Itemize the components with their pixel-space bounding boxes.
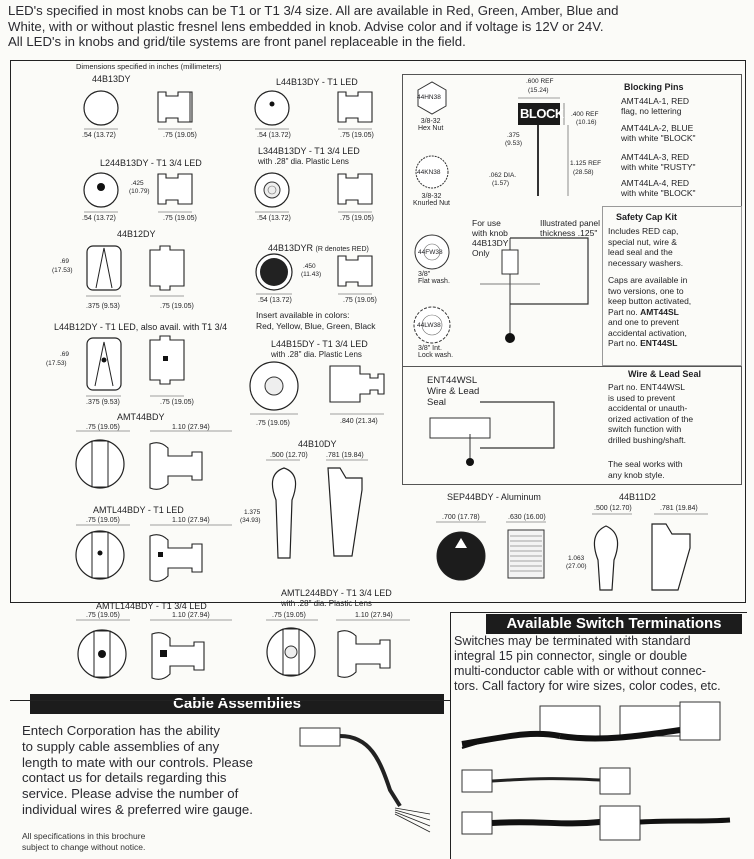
knob-L44B12DY-dim-h2: (17.53): [46, 360, 67, 367]
intro-paragraph: LED's specified in most knobs can be T1 or T1 3/4 size. All are available in Red, Green, Amber, Blue and White, with or without plastic fresnel lens embedded in knob. Advise color and if voltage is 12V or 24V. All LED's in knobs and grid/tile systems are front panel replaceable in the field.: [8, 3, 619, 49]
knob-AMTL44BDY-dim-b: 1.10 (27.94): [172, 517, 210, 524]
knob-L44B15DY-title: L44B15DY - T1 3/4 LED: [271, 339, 368, 349]
knob-AMTL244BDY-dim-b: 1.10 (27.94): [355, 612, 393, 619]
knob-44B13DYR-dim-b: .75 (19.05): [343, 297, 377, 304]
knob-AMTL244BDY-dim-a: .75 (19.05): [272, 612, 306, 619]
knob-AMTL244BDY-title2: with .28" dia. Plastic Lens: [281, 599, 372, 608]
safety-cap-desc: Includes RED cap, special nut, wire & lead seal and the necessary washers.: [608, 226, 684, 268]
knob-L44B13DY-dim-a: .54 (13.72): [257, 132, 291, 139]
pin-ref-4: 1.125 REF: [570, 160, 602, 167]
knob-L244B13DY-dim-c2: (10.79): [129, 188, 150, 195]
knob-L344B13DY-title: L344B13DY - T1 3/4 LED: [258, 146, 360, 156]
pin-ref-1b: (15.24): [528, 87, 549, 94]
hex-nut-label: 3/8-32 Hex Nut: [418, 118, 444, 132]
knob-44B13DYR-colors-line1: Insert available in colors:: [256, 310, 350, 320]
footer-disclaimer: All specifications in this brochure subject to change without notice.: [22, 831, 146, 852]
knob-L44B12DY-title: L44B12DY - T1 LED, also avail. with T1 3/4: [54, 322, 228, 332]
knob-L344B13DY-dim-a: .54 (13.72): [257, 215, 291, 222]
knob-44B10DY-dim-h2: (34.93): [240, 517, 261, 524]
knob-AMTL144BDY-dim-b: 1.10 (27.94): [172, 612, 210, 619]
knob-44B12DY-dim-b: .75 (19.05): [160, 303, 194, 310]
knob-44B13DYR-colors-line2: Red, Yellow, Blue, Green, Black: [256, 321, 376, 331]
knob-L244B13DY-title: L244B13DY - T1 3/4 LED: [100, 158, 202, 168]
knob-L44B12DY-dim-h1: .69: [60, 351, 70, 358]
knob-44B13DYR-title-note: (R denotes RED): [315, 246, 369, 253]
safety-cap-part-1: AMT44SL: [640, 306, 679, 317]
knob-AMTL244BDY-title: AMTL244BDY - T1 3/4 LED: [281, 588, 392, 598]
knob-L44B12DY-dim-b: .75 (19.05): [160, 399, 194, 406]
dimensions-note: Dimensions specified in inches (millimeters): [76, 62, 222, 71]
hex-nut-code: 44HN38: [417, 94, 441, 101]
knob-AMT44BDY-dim-a: .75 (19.05): [86, 424, 120, 431]
knob-L344B13DY-title2: with .28" dia. Plastic Lens: [258, 157, 349, 166]
knob-L344B13DY-dim-b: .75 (19.05): [340, 215, 374, 222]
terminations-banner: Available Switch Terminations: [486, 614, 742, 634]
knob-AMTL44BDY-dim-a: .75 (19.05): [86, 517, 120, 524]
knob-44B12DY-dim-h1: .69: [60, 258, 70, 265]
safety-cap-versions: [608, 275, 691, 349]
safety-cap-versions-text-1: Caps are available in two versions, one to keep button activated, Part no.: [608, 275, 692, 317]
knob-SEP44BDY-title: SEP44BDY - Aluminum: [447, 492, 541, 502]
pin-ref-3: .375: [507, 132, 520, 139]
cable-divider: [10, 700, 450, 701]
knob-44B10DY-dim-h1: 1.375: [244, 509, 261, 516]
pin-ref-3b: (9.53): [505, 140, 522, 147]
cable-illustration: [0, 0, 1, 1]
wire-seal-title: Wire & Lead Seal: [628, 369, 701, 379]
knob-44B13DY-dim-b: .75 (19.05): [163, 132, 197, 139]
knob-44B12DY-dim-h2: (17.53): [52, 267, 73, 274]
knob-44B11D2-title: 44B11D2: [619, 492, 656, 502]
knob-44B13DYR-title-code: 44B13DYR: [268, 243, 314, 253]
knob-44B13DYR-dim-a: .54 (13.72): [258, 297, 292, 304]
wire-seal-diagram-label: ENT44WSL Wire & Lead Seal: [427, 375, 480, 408]
knob-AMTL44BDY-title: AMTL44BDY - T1 LED: [93, 505, 184, 515]
knob-44B11D2-dim-a: .500 (12.70): [594, 505, 632, 512]
knob-L44B15DY-title2: with .28" dia. Plastic Lens: [271, 350, 362, 359]
knurled-nut-label: 3/8-32 Knurled Nut: [413, 193, 450, 207]
knob-44B10DY-dim-b: .781 (19.84): [326, 452, 364, 459]
pin-ref-2b: (10.16): [576, 119, 597, 126]
knob-SEP44BDY-dim-b: .630 (16.00): [508, 514, 546, 521]
knob-L244B13DY-dim-b: .75 (19.05): [163, 215, 197, 222]
pin-ref-5b: (1.57): [492, 180, 509, 187]
knob-L44B13DY-title: L44B13DY - T1 LED: [276, 77, 358, 87]
knob-44B11D2-dim-h2: (27.00): [566, 563, 587, 570]
knob-44B13DY-dim-a: .54 (13.72): [82, 132, 116, 139]
wire-seal-divider: [402, 366, 742, 367]
knob-AMT44BDY-dim-b: 1.10 (27.94): [172, 424, 210, 431]
knob-44B11D2-dim-b: .781 (19.84): [660, 505, 698, 512]
blocking-pin-3: AMT44LA-3, RED with white "RUSTY": [621, 152, 696, 172]
safety-cap-part-2: ENT44SL: [640, 338, 678, 348]
knob-L244B13DY-dim-a: .54 (13.72): [82, 215, 116, 222]
flat-washer-label: 3/8" Flat wash.: [418, 271, 450, 285]
safety-cap-versions-text-2: and one to prevent accidental activation, Part no.: [608, 317, 687, 348]
knob-AMTL144BDY-title: AMTL144BDY - T1 3/4 LED: [96, 601, 207, 611]
cable-assemblies-banner: Cable Assemblies: [30, 694, 444, 714]
knob-L44B13DY-dim-b: .75 (19.05): [340, 132, 374, 139]
knob-44B11D2-dim-h1: 1.063: [568, 555, 585, 562]
wire-seal-desc: Part no. ENT44WSL is used to prevent accidental or unauth- orized activation of the switch function with drilled bushing/shaft.: [608, 382, 694, 445]
lock-washer-label: 3/8" Int. Lock wash.: [418, 345, 454, 359]
blocking-pin-flag-label: BLOCK: [520, 106, 564, 121]
knob-44B10DY-title: 44B10DY: [298, 439, 337, 449]
knob-L44B12DY-dim-a: .375 (9.53): [86, 399, 120, 406]
panel-use-note: For use with knob 44B13DY Only: [472, 218, 509, 258]
knob-44B13DYR-title: [268, 243, 369, 253]
pin-ref-5: .062 DIA.: [489, 172, 517, 179]
knob-44B13DYR-dim-c1: .450: [303, 263, 316, 270]
terminations-body: Switches may be terminated with standard integral 15 pin connector, single or double multi-conductor cable with or without connec- tors. Call factory for wire sizes, color codes, etc.: [454, 634, 721, 693]
knob-SEP44BDY-dim-a: .700 (17.78): [442, 514, 480, 521]
pin-ref-2: .400 REF: [571, 111, 599, 118]
blocking-pin-2: AMT44LA-2, BLUE with white "BLOCK": [621, 123, 696, 143]
cable-assemblies-body: Entech Corporation has the ability to supply cable assemblies of any length to mate with our controls. Please contact us for details regarding this service. Please advise the number of individual wires & preferred wire gauge.: [22, 723, 253, 817]
flat-washer-code: 44FW38: [418, 249, 443, 256]
knob-44B10DY-dim-a: .500 (12.70): [270, 452, 308, 459]
safety-cap-title: Safety Cap Kit: [616, 212, 678, 222]
knob-44B12DY-dim-a: .375 (9.53): [86, 303, 120, 310]
knob-L44B15DY-dim-a: .75 (19.05): [256, 420, 290, 427]
knob-L244B13DY-dim-c1: .425: [131, 180, 144, 187]
knob-44B13DY-title: 44B13DY: [92, 74, 131, 84]
wire-seal-note: The seal works with any knob style.: [608, 459, 683, 480]
knob-44B13DYR-dim-c2: (11.43): [301, 271, 322, 278]
panel-thickness-note: Illustrated panel thickness .125": [540, 218, 601, 238]
knurled-nut-code: 44KN38: [417, 169, 441, 176]
knob-AMT44BDY-title: AMT44BDY: [117, 412, 165, 422]
blocking-pin-4: AMT44LA-4, RED with white "BLOCK": [621, 178, 696, 198]
pin-ref-4b: (28.58): [573, 169, 594, 176]
blocking-pin-1: AMT44LA-1, RED flag, no lettering: [621, 96, 690, 116]
lock-washer-code: 44LW38: [417, 322, 441, 329]
pin-ref-1: .600 REF: [526, 78, 554, 85]
blocking-pins-title: Blocking Pins: [624, 82, 684, 92]
knob-44B12DY-title: 44B12DY: [117, 229, 156, 239]
knob-AMTL144BDY-dim-a: .75 (19.05): [86, 612, 120, 619]
knob-L44B15DY-dim-b: .840 (21.34): [340, 418, 378, 425]
